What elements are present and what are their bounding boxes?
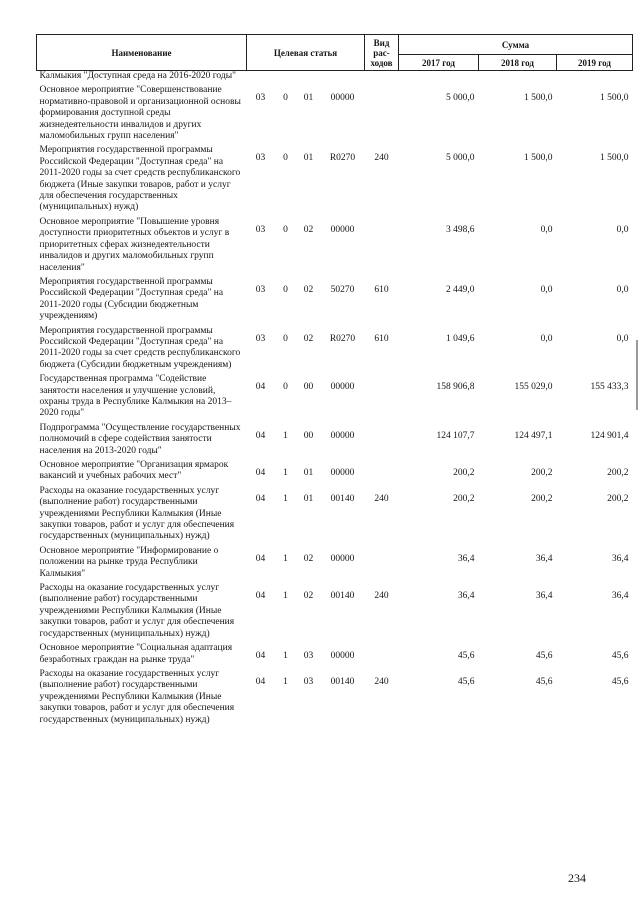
- row-name: Основное мероприятие "Повышение уровня доступности приоритетных объектов и услуг в приоритетных сферах жизнедеятельности инвалидов и других маломобильных групп населения": [39, 216, 230, 273]
- sum-2019: 36,4: [611, 591, 629, 602]
- table-body: [37, 71, 633, 727]
- table-row: [37, 421, 633, 458]
- expense-type: [365, 421, 399, 458]
- code-event: 01: [303, 93, 314, 104]
- sum-2019: [557, 71, 633, 84]
- code-direction: 00000: [330, 382, 355, 393]
- table-row: [37, 71, 633, 84]
- code-event: [297, 71, 321, 84]
- code-event: 00: [303, 382, 314, 393]
- table-row: [37, 484, 633, 544]
- row-name: Мероприятия государственной программы Российской Федерации "Доступная среда" на 2011-2020 годы (Субсидии бюджетным учреждениям): [39, 276, 224, 322]
- sum-2017: 158 906,8: [436, 382, 475, 393]
- table-row: [37, 143, 633, 214]
- code-program: [247, 71, 275, 84]
- expense-type: 240: [374, 493, 389, 504]
- sum-2018: [479, 71, 557, 84]
- table-row: [37, 275, 633, 324]
- sum-2018: 124 497,1: [514, 430, 553, 441]
- code-program: 03: [255, 93, 266, 104]
- sum-2017: 36,4: [457, 591, 475, 602]
- code-direction: 00000: [330, 224, 355, 235]
- code-subprogram: 0: [283, 382, 288, 393]
- code-program: 04: [255, 468, 266, 478]
- code-event: 01: [303, 468, 314, 478]
- expense-type: [365, 458, 399, 484]
- row-name: Мероприятия государственной программы Российской Федерации "Доступная среда" на 2011-2020 годы за счет средств республиканского бюджета (Субсидии бюджетным учреждениям): [39, 325, 241, 370]
- code-event: 02: [303, 333, 314, 344]
- code-program: 04: [255, 651, 266, 662]
- header-year-2018: 2018 год: [479, 55, 557, 71]
- code-program: 03: [255, 284, 266, 295]
- sum-2017: 3 498,6: [446, 224, 475, 235]
- code-program: 04: [255, 676, 266, 687]
- code-subprogram: 0: [283, 284, 288, 295]
- expense-type: [365, 83, 399, 143]
- code-subprogram: 0: [283, 224, 288, 235]
- sum-2019: 45,6: [611, 651, 629, 662]
- row-name: Государственная программа "Содействие занятости населения и улучшение условий, охраны труда в Республике Калмыкия на 2013–2020 годы": [39, 374, 232, 419]
- sum-2019: 200,2: [607, 493, 629, 504]
- code-direction: 00000: [330, 651, 355, 662]
- code-event: 01: [303, 493, 314, 504]
- table-row: [37, 667, 633, 727]
- code-direction: R0270: [329, 333, 356, 344]
- code-event: 02: [303, 224, 314, 235]
- sum-2017: 200,2: [453, 468, 475, 478]
- code-direction: 00000: [330, 468, 355, 478]
- table-row: [37, 372, 633, 421]
- table-row: [37, 83, 633, 143]
- code-direction: 00000: [330, 553, 355, 564]
- sum-2018: 155 029,0: [514, 382, 553, 393]
- header-name: Наименование: [37, 35, 247, 71]
- code-subprogram: 0: [283, 333, 288, 344]
- code-program: 03: [255, 153, 266, 164]
- table-row: [37, 324, 633, 373]
- sum-2019: 0,0: [616, 333, 629, 344]
- expense-type: [365, 641, 399, 667]
- row-name: Расходы на оказание государственных услуг (выполнение работ) государственными учреждениями Республики Калмыкия (Иные закупки товаров, работ и услуг для обеспечения государственных (муниципальных) нужд): [39, 668, 235, 725]
- sum-2019: 0,0: [616, 284, 629, 295]
- code-subprogram: 1: [283, 591, 288, 602]
- sum-2017: 45,6: [457, 651, 475, 662]
- sum-2019: 124 901,4: [590, 430, 629, 441]
- row-name: Основное мероприятие "Совершенствование нормативно-правовой и организационной основы формирования доступной среды жизнедеятельности инвалидов и других маломобильных групп населения": [39, 85, 241, 142]
- expense-type: 610: [374, 284, 389, 295]
- header-target: Целевая статья: [247, 35, 365, 71]
- code-subprogram: 1: [283, 676, 288, 687]
- table-row: [37, 215, 633, 275]
- row-name: Основное мероприятие "Организация ярмарок вакансий и учебных рабочих мест": [39, 460, 229, 482]
- sum-2018: 36,4: [535, 553, 553, 564]
- sum-2019: 155 433,3: [590, 382, 629, 393]
- sum-2018: 200,2: [531, 468, 553, 478]
- header-year-2017: 2017 год: [399, 55, 479, 71]
- code-subprogram: 1: [283, 493, 288, 504]
- sum-2019: 36,4: [611, 553, 629, 564]
- sum-2018: 1 500,0: [524, 153, 553, 164]
- row-name: Основное мероприятие "Информирование о положении на рынке труда Республики Калмыкия": [39, 545, 219, 579]
- header-type: Вид рас-ходов: [365, 35, 399, 71]
- sum-2018: 200,2: [531, 493, 553, 504]
- code-program: 04: [255, 493, 266, 504]
- expense-type: [365, 71, 399, 84]
- sum-2017: 1 049,6: [446, 333, 475, 344]
- sum-2017: 45,6: [457, 676, 475, 687]
- expense-type: 610: [374, 333, 389, 344]
- sum-2019: 45,6: [611, 676, 629, 687]
- sum-2019: 200,2: [607, 468, 629, 478]
- scan-edge-mark: [636, 340, 638, 410]
- table-row: [37, 458, 633, 484]
- table-row: [37, 641, 633, 667]
- sum-2017: [399, 71, 479, 84]
- sum-2017: 124 107,7: [436, 430, 475, 441]
- expense-type: [365, 544, 399, 581]
- code-direction: 00000: [330, 93, 355, 104]
- code-subprogram: 0: [283, 93, 288, 104]
- code-event: 02: [303, 553, 314, 564]
- sum-2018: 45,6: [535, 676, 553, 687]
- sum-2017: 2 449,0: [446, 284, 475, 295]
- code-direction: 00140: [330, 676, 355, 687]
- sum-2019: 0,0: [616, 224, 629, 235]
- sum-2017: 5 000,0: [446, 153, 475, 164]
- code-event: 03: [303, 676, 314, 687]
- sum-2018: 36,4: [535, 591, 553, 602]
- expense-type: 240: [374, 676, 389, 687]
- code-program: 04: [255, 430, 266, 441]
- sum-2018: 45,6: [535, 651, 553, 662]
- sum-2017: 5 000,0: [446, 93, 475, 104]
- header-sum: Сумма: [399, 35, 633, 55]
- code-event: 02: [303, 284, 314, 295]
- code-direction: 00140: [330, 591, 355, 602]
- sum-2018: 0,0: [540, 333, 553, 344]
- sum-2018: 1 500,0: [524, 93, 553, 104]
- code-event: 01: [303, 153, 314, 164]
- page-number: 234: [568, 871, 586, 885]
- row-name: Основное мероприятие "Социальная адаптация безработных граждан на рынке труда": [39, 643, 233, 665]
- code-subprogram: 1: [283, 553, 288, 564]
- sum-2018: 0,0: [540, 224, 553, 235]
- row-name: Расходы на оказание государственных услуг (выполнение работ) государственными учреждениями Республики Калмыкия (Иные закупки товаров, работ и услуг для обеспечения государственных (муниципальных) нужд): [39, 583, 235, 639]
- code-subprogram: [275, 71, 297, 84]
- row-name: Мероприятия государственной программы Российской Федерации "Доступная среда" на 2011-2020 годы за счет средств республиканского бюджета (Иные закупки товаров, работ и услуг для обеспечения государственных (муниципальных) нужд): [39, 145, 241, 213]
- code-event: 02: [303, 591, 314, 602]
- code-subprogram: 1: [283, 651, 288, 662]
- code-subprogram: 1: [283, 430, 288, 441]
- code-direction: R0270: [329, 153, 356, 164]
- code-program: 04: [255, 382, 266, 393]
- code-program: 03: [255, 224, 266, 235]
- code-program: 03: [255, 333, 266, 344]
- code-program: 04: [255, 591, 266, 602]
- code-direction: 50270: [330, 284, 355, 295]
- code-direction: [321, 71, 365, 84]
- row-name: Расходы на оказание государственных услуг (выполнение работ) государственными учреждениями Республики Калмыкия (Иные закупки товаров, работ и услуг для обеспечения государственных (муниципальных) нужд): [39, 485, 235, 542]
- table-row: [37, 581, 633, 641]
- sum-2017: 200,2: [453, 493, 475, 504]
- sum-2018: 0,0: [540, 284, 553, 295]
- sum-2019: 1 500,0: [600, 93, 629, 104]
- code-direction: 00000: [330, 430, 355, 441]
- header-year-2019: 2019 год: [557, 55, 633, 71]
- code-program: 04: [255, 553, 266, 564]
- expense-type: 240: [374, 591, 389, 602]
- expense-type: [365, 215, 399, 275]
- code-subprogram: 0: [283, 153, 288, 164]
- expense-type: [365, 372, 399, 421]
- row-name: Подпрограмма "Осуществление государственных полномочий в сфере содействия занятости населения на 2013-2020 годы": [39, 422, 241, 456]
- row-name: Калмыкия "Доступная среда на 2016-2020 годы": [39, 71, 236, 81]
- code-direction: 00140: [330, 493, 355, 504]
- table-row: [37, 544, 633, 581]
- code-subprogram: 1: [283, 468, 288, 478]
- budget-table: [36, 34, 633, 727]
- code-event: 00: [303, 430, 314, 441]
- sum-2017: 36,4: [457, 553, 475, 564]
- expense-type: 240: [374, 153, 389, 164]
- code-event: 03: [303, 651, 314, 662]
- sum-2019: 1 500,0: [600, 153, 629, 164]
